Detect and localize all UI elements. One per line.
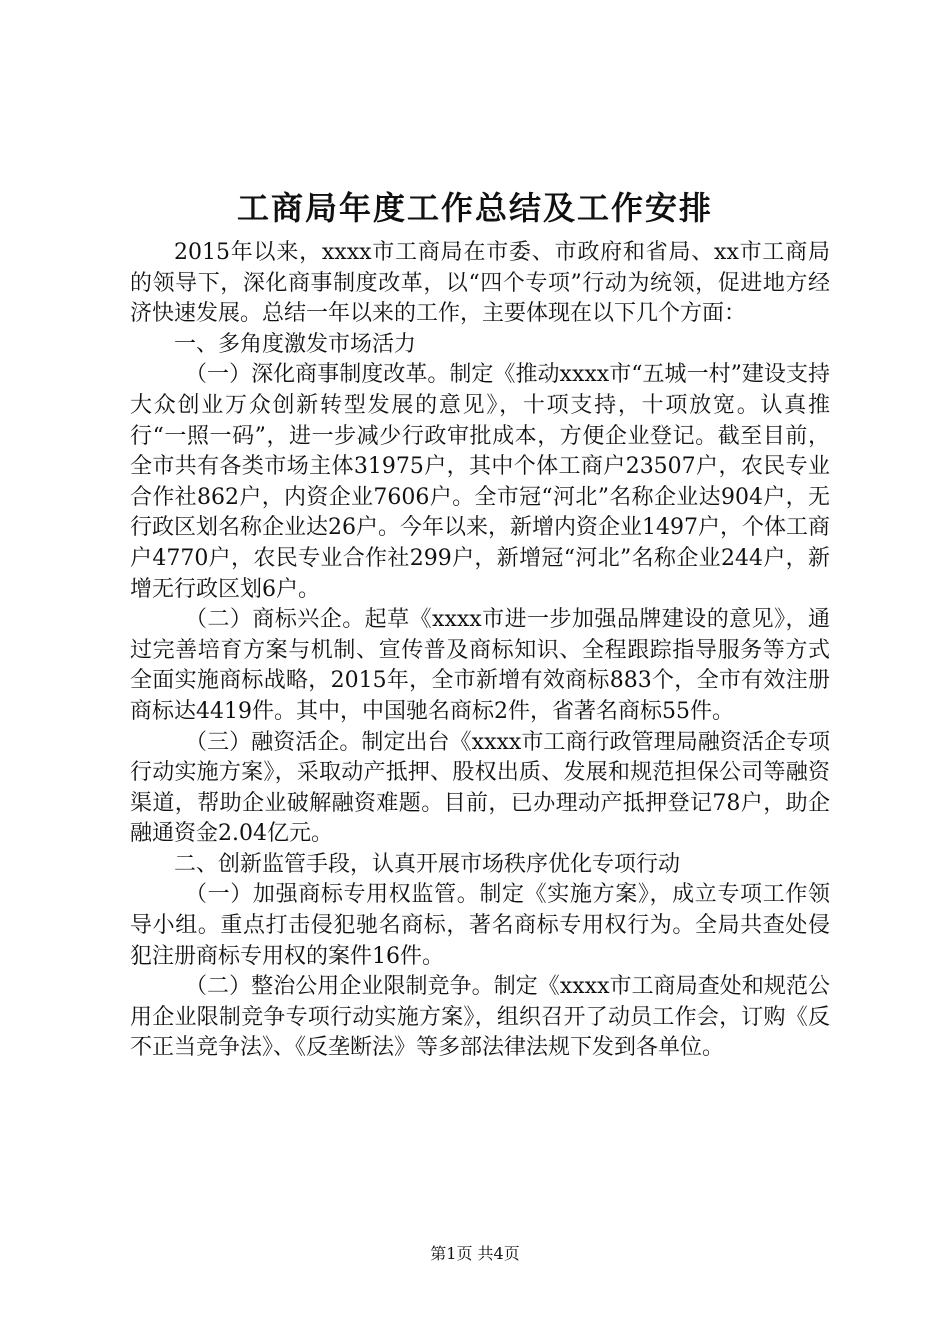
- intro-paragraph: 2015年以来，xxxx市工商局在市委、市政府和省局、xx市工商局的领导下，深化商事制度改革，以“四个专项”行动为统领，促进地方经济快速发展。总结一年以来的工作，主要体现在以下几个方面：: [130, 240, 830, 327]
- subsection-paragraph: （二）商标兴企。起草《xxxx市进一步加强品牌建设的意见》，通过完善培育方案与机制、宣传普及商标知识、全程跟踪指导服务等方式全面实施商标战略，2015年，全市新增有效商标883个，全市有效注册商标达4419件。其中，中国驰名商标2件，省著名商标55件。: [130, 607, 830, 724]
- document-title: 工商局年度工作总结及工作安排: [236, 189, 713, 227]
- subsection-paragraph: （二）整治公用企业限制竞争。制定《xxxx市工商局查处和规范公用企业限制竞争专项行动实施方案》，组织召开了动员工作会，订购《反不正当竞争法》、《反垄断法》等多部法律法规下发到各单位。: [130, 974, 830, 1061]
- section-heading-1: 一、多角度激发市场活力: [174, 331, 417, 357]
- subsection-paragraph: （一）加强商标专用权监管。制定《实施方案》，成立专项工作领导小组。重点打击侵犯驰名商标，著名商标专用权行为。全局共查处侵犯注册商标专用权的案件16件。: [130, 882, 830, 969]
- document-body: [130, 238, 830, 1064]
- subsection-paragraph: （三）融资活企。制定出台《xxxx市工商行政管理局融资活企专项行动实施方案》，采取动产抵押、股权出质、发展和规范担保公司等融资渠道，帮助企业破解融资难题。目前，已办理动产抵押登记78户，助企融通资金2.04亿元。: [130, 729, 830, 847]
- section-heading-2: 二、创新监管手段，认真开展市场秩序优化专项行动: [174, 851, 681, 877]
- page-footer: 第1页 共4页: [430, 1244, 520, 1263]
- subsection-paragraph: （一）深化商事制度改革。制定《推动xxxx市“五城一村”建设支持大众创业万众创新转型发展的意见》，十项支持，十项放宽。认真推行“一照一码”，进一步减少行政审批成本，方便企业登记。截至目前，全市共有各类市场主体31975户，其中个体工商户23507户，农民专业合作社862户，内资企业7606户。全市冠“河北”名称企业达904户，无行政区划名称企业达26户。今年以来，新增内资企业1497户，个体工商户4770户，农民专业合作社299户，新增冠“河北”名称企业244户，新增无行政区划6户。: [130, 362, 830, 602]
